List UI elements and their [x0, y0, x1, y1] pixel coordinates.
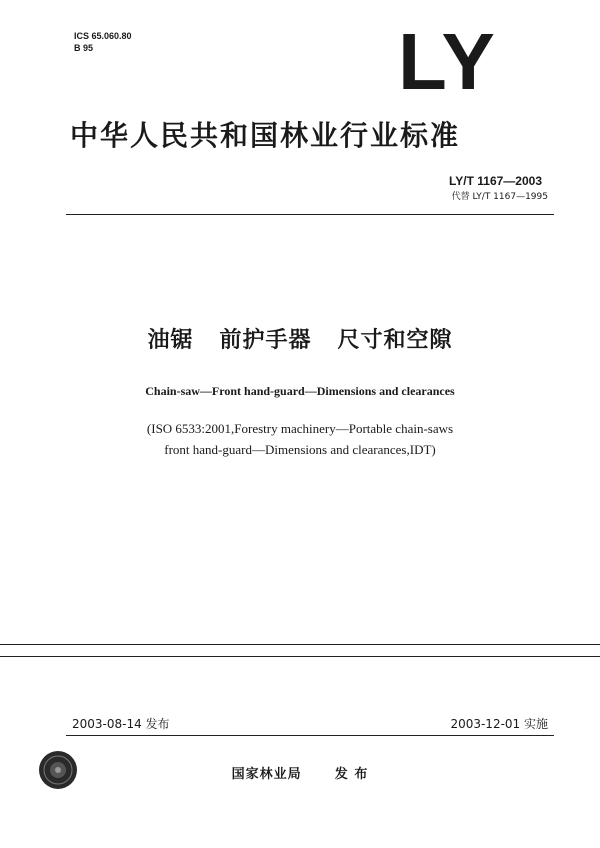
- classification-codes: [74, 30, 132, 54]
- agency-title: 中华人民共和国林业行业标准: [70, 119, 461, 152]
- footer-divider: [66, 735, 554, 736]
- ics-code: ICS 65.060.80: [74, 31, 132, 41]
- replaces-note: 代替 LY/T 1167—1995: [451, 192, 548, 202]
- implement-date: 2003-12-01 实施: [450, 717, 548, 731]
- page-divider-lower: [0, 656, 600, 657]
- ccs-code: B 95: [74, 43, 94, 53]
- title-english: Chain-saw—Front hand-guard—Dimensions and clearances: [145, 384, 455, 398]
- title-chinese: 油锯 前护手器 尺寸和空隙: [147, 328, 453, 353]
- issue-date: 2003-08-14 发布: [72, 717, 170, 731]
- iso-reference: [0, 418, 600, 460]
- iso-reference-line-2: front hand-guard—Dimensions and clearances,IDT): [164, 442, 436, 457]
- header-divider: [66, 214, 554, 215]
- page-divider-upper: [0, 644, 600, 645]
- iso-reference-line-1: (ISO 6533:2001,Forestry machinery—Portable chain-saws: [146, 421, 454, 436]
- standard-logo: LY: [398, 17, 497, 106]
- standard-number: LY/T 1167—2003: [449, 174, 542, 188]
- publisher: 国家林业局 发 布: [231, 767, 369, 782]
